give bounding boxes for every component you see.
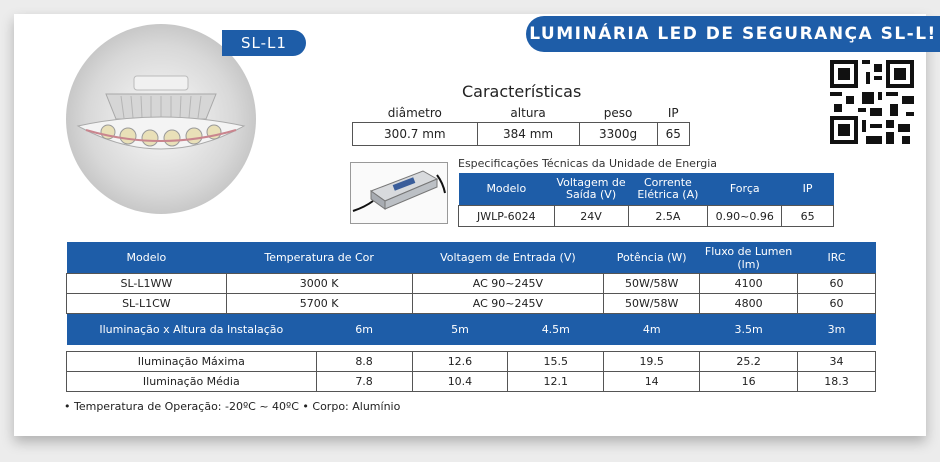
energy-header-power-factor: Força bbox=[708, 173, 782, 206]
irc-cell: 60 bbox=[798, 274, 876, 294]
irc-cell: 60 bbox=[798, 294, 876, 314]
illumination-cell: 14 bbox=[604, 372, 700, 392]
char-header-weight: peso bbox=[603, 106, 633, 120]
table-row bbox=[67, 294, 876, 314]
energy-header-current: Corrente Elétrica (A) bbox=[628, 173, 708, 206]
models-header-input-voltage: Voltagem de Entrada (V) bbox=[412, 242, 604, 274]
model-cell: SL-L1CW bbox=[67, 294, 227, 314]
models-header-model: Modelo bbox=[67, 242, 227, 274]
energy-header-voltage: Voltagem de Saída (V) bbox=[554, 173, 628, 206]
model-tab: SL-L1 bbox=[222, 30, 306, 56]
illumination-header-3m: 3m bbox=[798, 314, 876, 346]
energy-value-ip: 65 bbox=[782, 206, 834, 227]
energy-value-power-factor: 0.90~0.96 bbox=[708, 206, 782, 227]
illumination-cell: 34 bbox=[798, 352, 876, 372]
char-header-ip: IP bbox=[667, 106, 679, 120]
power-cell: 50W/58W bbox=[604, 274, 700, 294]
power-driver-photo bbox=[350, 162, 448, 224]
models-header-row bbox=[67, 242, 876, 274]
char-value-weight: 3300g bbox=[579, 123, 657, 146]
illumination-header-row bbox=[67, 314, 876, 346]
illumination-header-4m: 4m bbox=[604, 314, 700, 346]
energy-header-model: Modelo bbox=[459, 173, 555, 206]
input-voltage-cell: AC 90~245V bbox=[412, 294, 604, 314]
qr-code-icon bbox=[830, 60, 914, 144]
energy-value-current: 2.5A bbox=[628, 206, 708, 227]
input-voltage-cell: AC 90~245V bbox=[412, 274, 604, 294]
illumination-header-label: Iluminação x Altura da Instalação bbox=[67, 314, 317, 346]
power-cell: 50W/58W bbox=[604, 294, 700, 314]
color-temp-cell: 5700 K bbox=[226, 294, 412, 314]
char-header-diameter: diâmetro bbox=[387, 106, 442, 120]
energy-value-voltage: 24V bbox=[554, 206, 628, 227]
energy-value-model: JWLP-6024 bbox=[459, 206, 555, 227]
page-title: LUMINÁRIA LED DE SEGURANÇA SL-L! bbox=[526, 16, 940, 52]
illumination-header-4-5m: 4.5m bbox=[508, 314, 604, 346]
energy-unit-title: Especificações Técnicas da Unidade de Energia bbox=[458, 157, 718, 170]
models-header-color-temp: Temperatura de Cor bbox=[226, 242, 412, 274]
illumination-cell: 19.5 bbox=[604, 352, 700, 372]
characteristics-title: Características bbox=[462, 82, 582, 101]
lumen-cell: 4100 bbox=[700, 274, 798, 294]
table-row bbox=[67, 274, 876, 294]
illumination-cell: 12.6 bbox=[412, 352, 508, 372]
models-and-illumination-table bbox=[66, 242, 876, 392]
illumination-row-label: Iluminação Média bbox=[67, 372, 317, 392]
illumination-row-label: Iluminação Máxima bbox=[67, 352, 317, 372]
illumination-cell: 7.8 bbox=[316, 372, 412, 392]
illumination-cell: 25.2 bbox=[700, 352, 798, 372]
illumination-cell: 12.1 bbox=[508, 372, 604, 392]
model-cell: SL-L1WW bbox=[67, 274, 227, 294]
illumination-cell: 18.3 bbox=[798, 372, 876, 392]
energy-header-ip: IP bbox=[782, 173, 834, 206]
characteristics-table bbox=[352, 104, 690, 146]
models-header-lumen: Fluxo de Lumen (lm) bbox=[700, 242, 798, 274]
char-value-height: 384 mm bbox=[477, 123, 579, 146]
illumination-header-6m: 6m bbox=[316, 314, 412, 346]
illumination-cell: 16 bbox=[700, 372, 798, 392]
illumination-cell: 8.8 bbox=[316, 352, 412, 372]
models-header-irc: IRC bbox=[798, 242, 876, 274]
lumen-cell: 4800 bbox=[700, 294, 798, 314]
illumination-header-3-5m: 3.5m bbox=[700, 314, 798, 346]
illumination-cell: 10.4 bbox=[412, 372, 508, 392]
footnote: • Temperatura de Operação: -20ºC ~ 40ºC • Corpo: Alumínio bbox=[64, 400, 401, 413]
char-value-ip: 65 bbox=[657, 123, 689, 146]
color-temp-cell: 3000 K bbox=[226, 274, 412, 294]
table-row bbox=[67, 372, 876, 392]
illumination-cell: 15.5 bbox=[508, 352, 604, 372]
illumination-header-5m: 5m bbox=[412, 314, 508, 346]
models-header-power: Potência (W) bbox=[604, 242, 700, 274]
table-row bbox=[67, 352, 876, 372]
energy-unit-table bbox=[458, 173, 834, 227]
char-value-diameter: 300.7 mm bbox=[353, 123, 478, 146]
char-header-height: altura bbox=[510, 106, 546, 120]
